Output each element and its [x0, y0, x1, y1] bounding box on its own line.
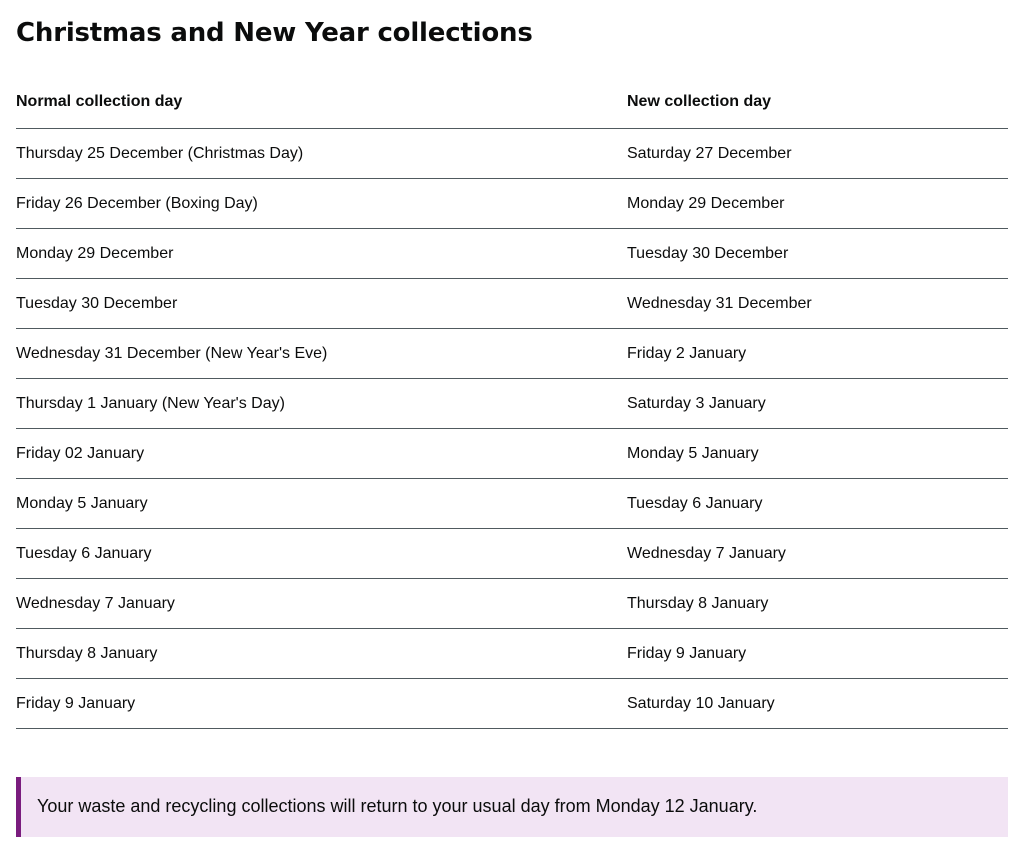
new-day-cell: Wednesday 7 January — [627, 528, 1008, 578]
new-day-cell: Saturday 3 January — [627, 378, 1008, 428]
new-day-cell: Saturday 27 December — [627, 128, 1008, 178]
table-row — [16, 428, 1008, 478]
new-day-cell: Tuesday 6 January — [627, 478, 1008, 528]
normal-day-cell: Friday 9 January — [16, 678, 627, 728]
normal-day-cell: Friday 26 December (Boxing Day) — [16, 178, 627, 228]
new-day-cell: Tuesday 30 December — [627, 228, 1008, 278]
new-day-cell: Friday 2 January — [627, 328, 1008, 378]
table-row — [16, 128, 1008, 178]
notice-text: Your waste and recycling collections will return to your usual day from Monday 12 January. — [37, 796, 758, 816]
table-row — [16, 528, 1008, 578]
normal-day-cell: Wednesday 31 December (New Year's Eve) — [16, 328, 627, 378]
table-row — [16, 578, 1008, 628]
table-row — [16, 328, 1008, 378]
table-row — [16, 678, 1008, 728]
normal-day-cell: Friday 02 January — [16, 428, 627, 478]
table-header-row — [16, 78, 1008, 128]
new-day-cell: Thursday 8 January — [627, 578, 1008, 628]
normal-day-cell: Monday 29 December — [16, 228, 627, 278]
normal-day-cell: Wednesday 7 January — [16, 578, 627, 628]
new-day-cell: Monday 29 December — [627, 178, 1008, 228]
normal-day-cell: Monday 5 January — [16, 478, 627, 528]
normal-day-cell: Tuesday 30 December — [16, 278, 627, 328]
new-day-cell: Monday 5 January — [627, 428, 1008, 478]
table-row — [16, 278, 1008, 328]
new-day-cell: Wednesday 31 December — [627, 278, 1008, 328]
return-to-usual-day-notice — [16, 777, 1008, 837]
table-header — [16, 78, 1008, 128]
table-row — [16, 228, 1008, 278]
normal-day-cell: Tuesday 6 January — [16, 528, 627, 578]
column-header-normal-day: Normal collection day — [16, 78, 627, 128]
table-body — [16, 128, 1008, 728]
normal-day-cell: Thursday 1 January (New Year's Day) — [16, 378, 627, 428]
table-row — [16, 178, 1008, 228]
table-row — [16, 478, 1008, 528]
new-day-cell: Friday 9 January — [627, 628, 1008, 678]
collections-table — [16, 78, 1008, 729]
page-title: Christmas and New Year collections — [16, 18, 533, 48]
column-header-new-day: New collection day — [627, 78, 1008, 128]
table-row — [16, 378, 1008, 428]
normal-day-cell: Thursday 8 January — [16, 628, 627, 678]
table-row — [16, 628, 1008, 678]
normal-day-cell: Thursday 25 December (Christmas Day) — [16, 128, 627, 178]
new-day-cell: Saturday 10 January — [627, 678, 1008, 728]
